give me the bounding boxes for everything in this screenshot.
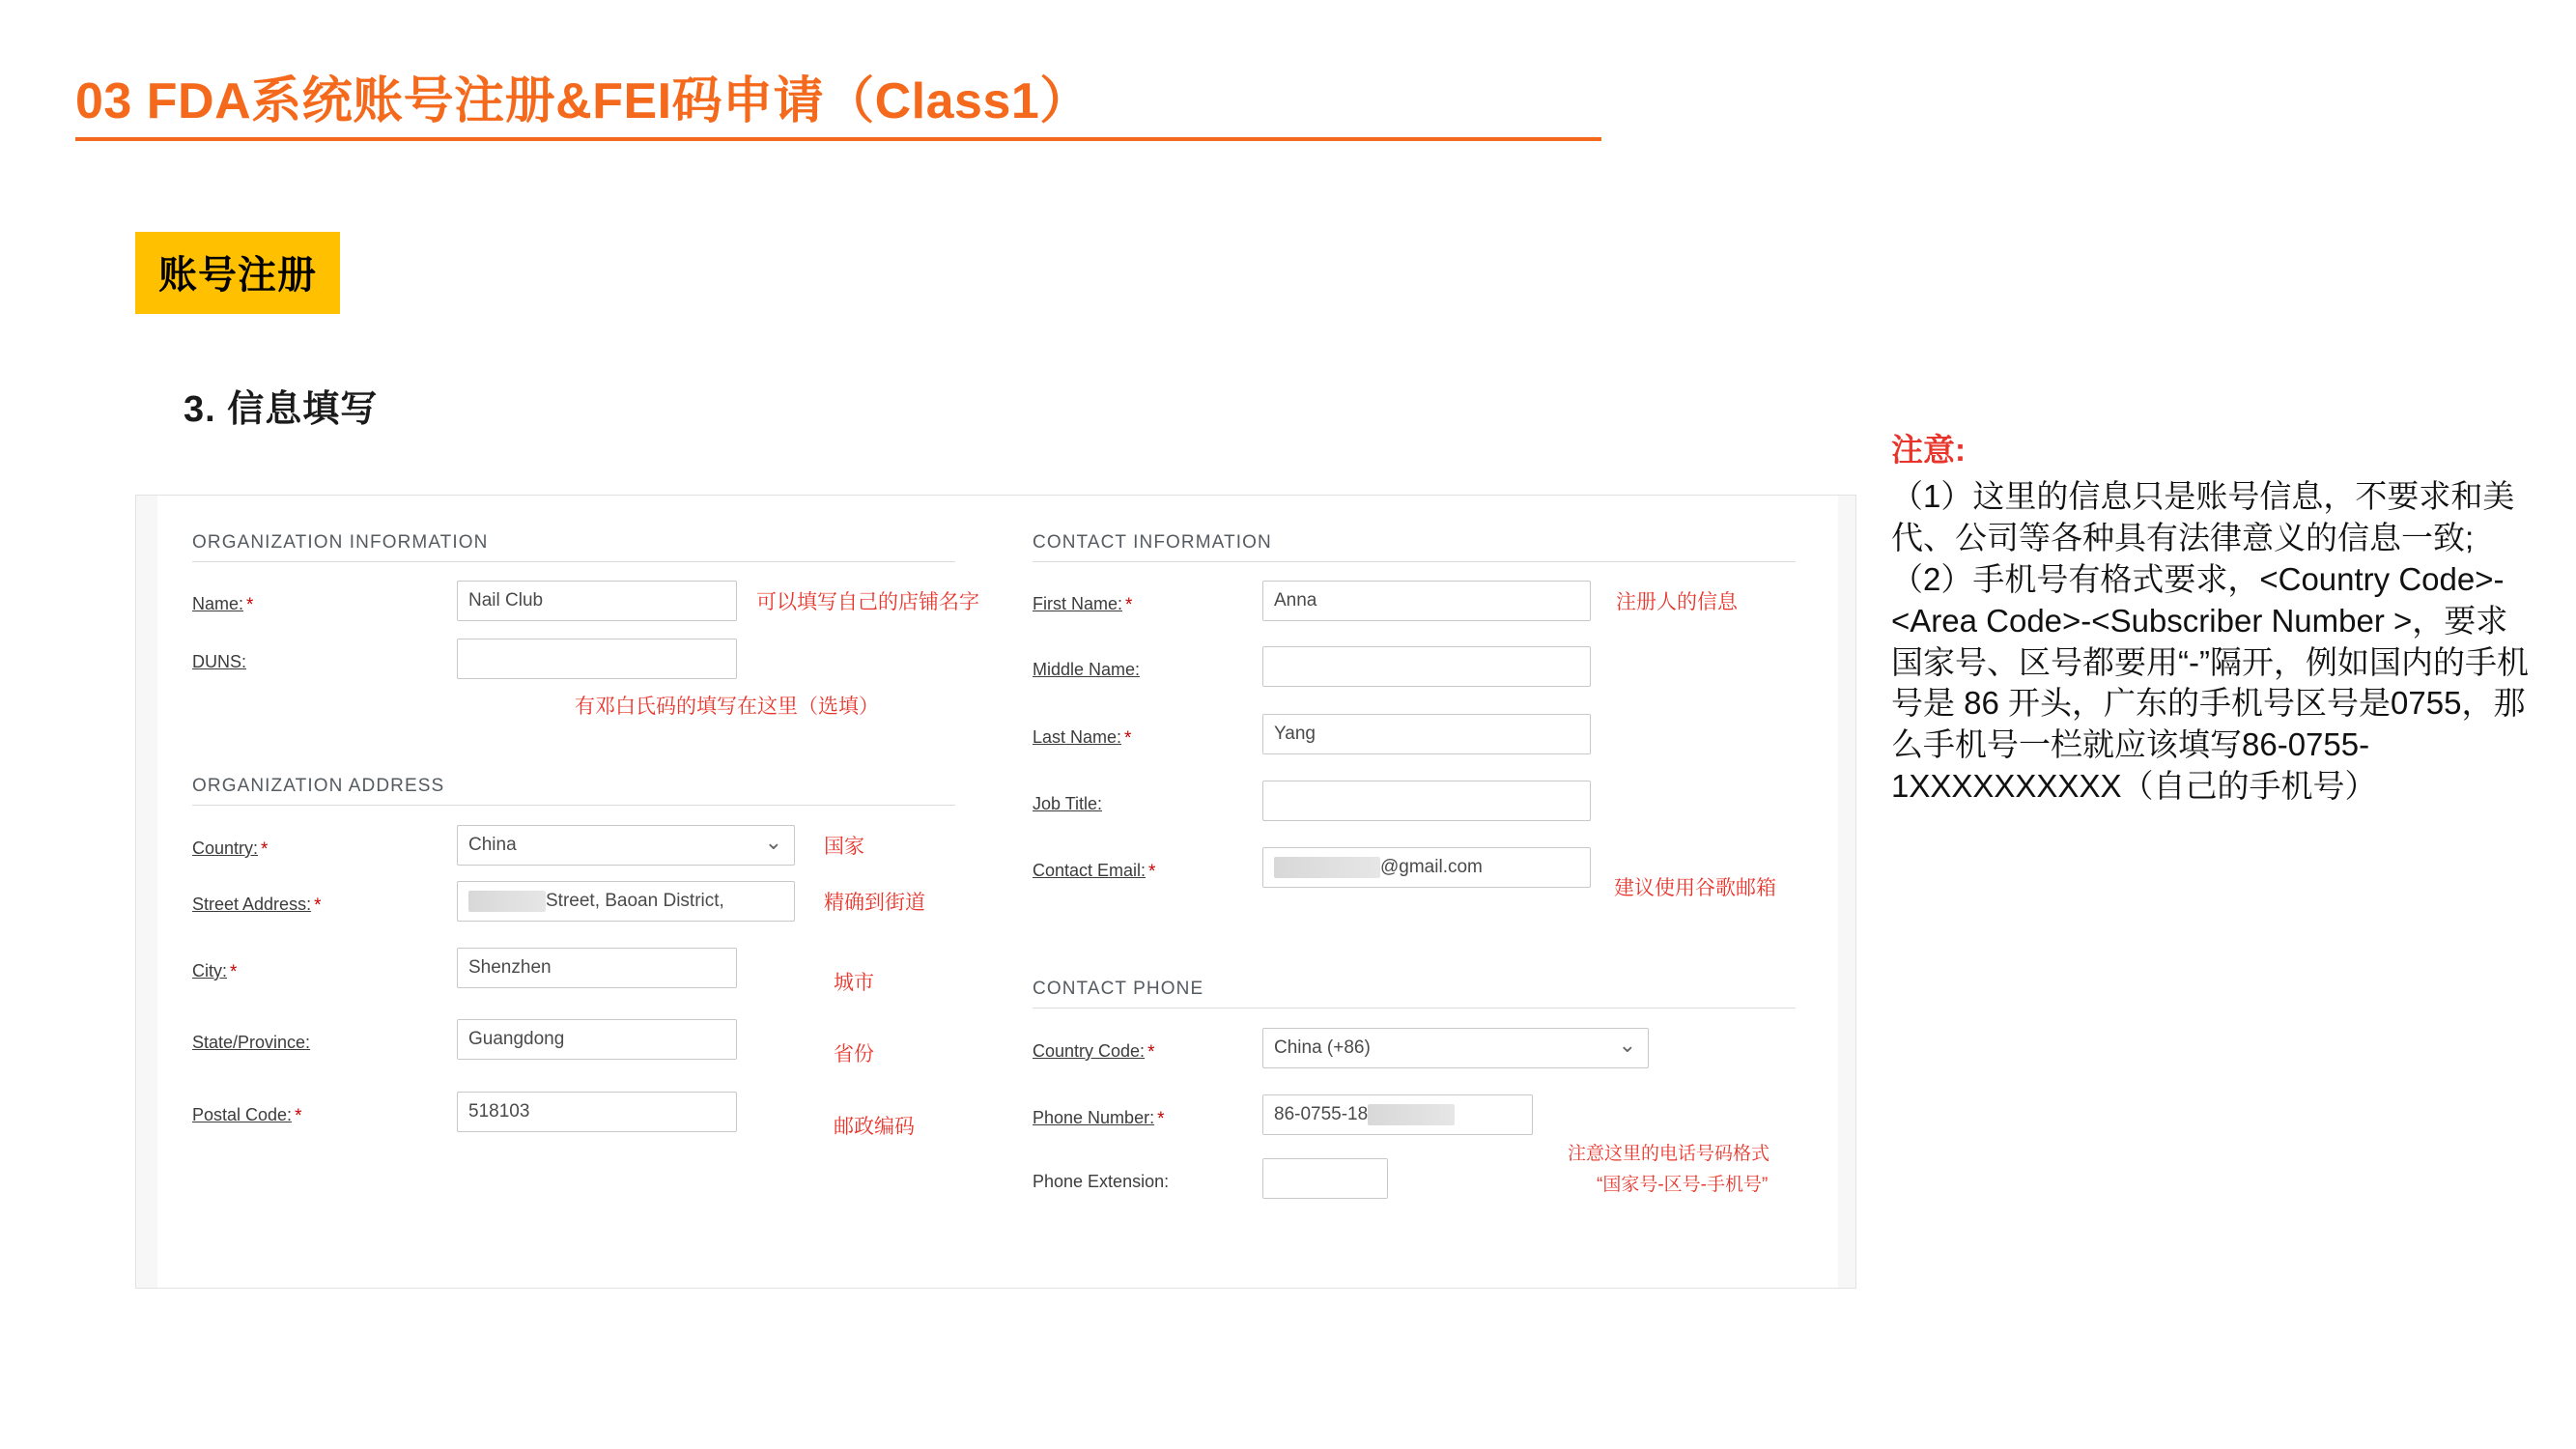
- street-address-label: Street Address: *: [192, 895, 322, 916]
- country-code-select[interactable]: [1262, 1028, 1649, 1068]
- street-address-value: Street, Baoan District,: [546, 891, 724, 911]
- page-title: 03 FDA系统账号注册&FEI码申请（Class1）: [75, 73, 1090, 129]
- first-name-label: First Name: *: [1033, 594, 1133, 615]
- country-annotation: 国家: [824, 836, 864, 858]
- organization-information-heading: ORGANIZATION INFORMATION: [192, 532, 489, 553]
- middle-name-label: Middle Name:: [1033, 660, 1141, 679]
- phone-extension-input[interactable]: [1262, 1158, 1388, 1199]
- name-annotation: 可以填写自己的店铺名字: [756, 591, 979, 613]
- postal-code-annotation: 邮政编码: [834, 1116, 915, 1138]
- divider: [1033, 1008, 1796, 1009]
- name-input[interactable]: Nail Club: [457, 581, 737, 621]
- organization-panel: [157, 496, 999, 1288]
- last-name-input[interactable]: Yang: [1262, 714, 1591, 754]
- name-label: Name: *: [192, 594, 254, 615]
- city-input[interactable]: Shenzhen: [457, 948, 737, 988]
- first-name-input[interactable]: Anna: [1262, 581, 1591, 621]
- contact-email-annotation: 建议使用谷歌邮箱: [1614, 877, 1776, 899]
- state-province-input[interactable]: Guangdong: [457, 1019, 737, 1060]
- phone-number-annotation: 注意这里的电话号码格式: [1568, 1144, 1770, 1164]
- divider: [1033, 561, 1796, 562]
- phone-number-label: Phone Number: *: [1033, 1108, 1165, 1129]
- middle-name-input[interactable]: [1262, 646, 1591, 687]
- masked-text: [468, 891, 546, 912]
- form-screenshot: [135, 495, 1856, 1289]
- country-label: Country: *: [192, 838, 269, 860]
- last-name-label: Last Name: *: [1033, 727, 1132, 749]
- street-address-input[interactable]: [457, 881, 795, 922]
- title-underline: [75, 137, 1601, 141]
- state-province-label: State/Province:: [192, 1033, 311, 1052]
- phone-format-annotation: “国家号-区号-手机号”: [1597, 1175, 1769, 1195]
- first-name-annotation: 注册人的信息: [1616, 591, 1738, 613]
- country-select[interactable]: [457, 825, 795, 866]
- postal-code-label: Postal Code: *: [192, 1105, 302, 1126]
- phone-number-input[interactable]: [1262, 1094, 1533, 1135]
- contact-email-value: @gmail.com: [1380, 857, 1483, 877]
- job-title-input[interactable]: [1262, 781, 1591, 821]
- country-code-label: Country Code: *: [1033, 1041, 1155, 1063]
- street-address-annotation: 精确到街道: [824, 892, 925, 914]
- job-title-label: Job Title:: [1033, 794, 1103, 813]
- phone-extension-label: Phone Extension:: [1033, 1172, 1170, 1191]
- country-code-value: China (+86): [1274, 1037, 1371, 1058]
- step-heading: 3. 信息填写: [184, 389, 379, 430]
- city-annotation: 城市: [834, 972, 874, 994]
- divider: [192, 561, 955, 562]
- contact-email-label: Contact Email: *: [1033, 861, 1156, 882]
- organization-address-heading: ORGANIZATION ADDRESS: [192, 776, 445, 796]
- state-province-annotation: 省份: [834, 1043, 874, 1065]
- masked-text: [1274, 857, 1380, 878]
- note-block: [1891, 425, 2529, 808]
- contact-information-heading: CONTACT INFORMATION: [1033, 532, 1272, 553]
- country-value: China: [468, 835, 517, 855]
- duns-annotation: 有邓白氏码的填写在这里（选填）: [575, 696, 879, 718]
- divider: [192, 805, 955, 806]
- contact-email-input[interactable]: [1262, 847, 1591, 888]
- duns-label: DUNS:: [192, 652, 247, 671]
- contact-phone-heading: CONTACT PHONE: [1033, 979, 1204, 999]
- note-title: 注意:: [1891, 432, 1966, 468]
- masked-text: [1368, 1104, 1455, 1125]
- duns-input[interactable]: [457, 639, 737, 679]
- note-line-1: （1）这里的信息只是账号信息，不要求和美代、公司等各种具有法律意义的信息一致;: [1891, 478, 2515, 555]
- contact-panel: [998, 496, 1838, 1288]
- note-line-2: （2）手机号有格式要求，<Country Code>-<Area Code>-<Subscriber Number >，要求国家号、区号都要用“-”隔开，例如国内的手机号是 86 开头，广东的手机号区号是0755，那么手机号一栏就应该填写86-0755-1XXXXXXXXXX（自己的手机号）: [1891, 560, 2529, 805]
- postal-code-input[interactable]: 518103: [457, 1092, 737, 1132]
- section-chip: 账号注册: [135, 232, 340, 314]
- phone-number-value: 86-0755-18: [1274, 1104, 1369, 1124]
- city-label: City: *: [192, 961, 238, 982]
